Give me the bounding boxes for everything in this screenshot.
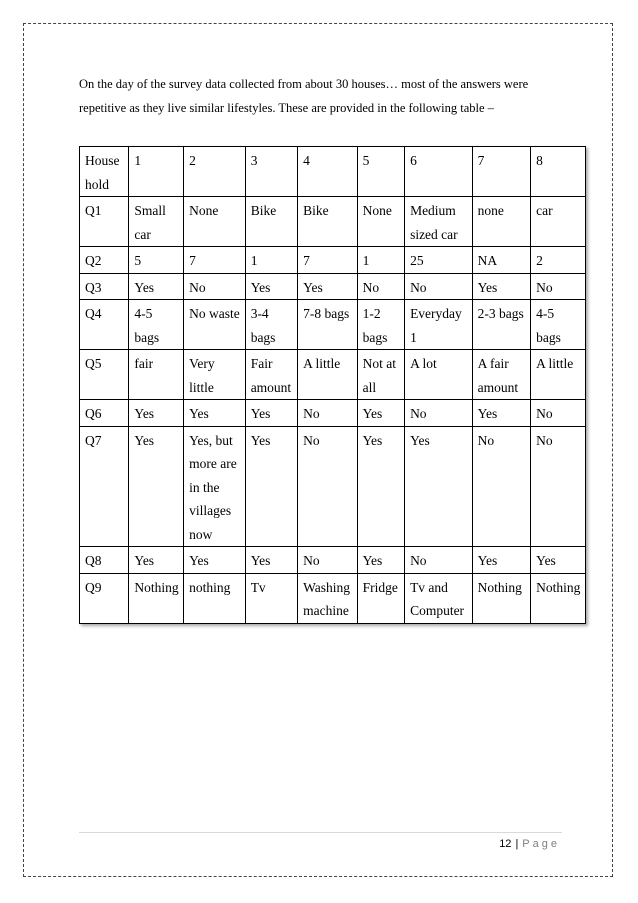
table-cell: No xyxy=(298,400,358,427)
table-cell: Tv xyxy=(245,573,297,623)
table-row xyxy=(80,300,586,350)
table-cell: Yes xyxy=(129,273,184,300)
question-label: Q5 xyxy=(80,350,129,400)
survey-table-body xyxy=(80,147,586,624)
table-row xyxy=(80,573,586,623)
table-cell: Yes xyxy=(357,426,404,547)
table-row xyxy=(80,350,586,400)
table-cell: Yes, but more are in the villages now xyxy=(184,426,246,547)
question-label: Q7 xyxy=(80,426,129,547)
question-label: Q9 xyxy=(80,573,129,623)
table-cell: Yes xyxy=(357,400,404,427)
table-cell: 1-2 bags xyxy=(357,300,404,350)
table-cell: Bike xyxy=(245,197,297,247)
table-cell: No xyxy=(405,547,473,574)
table-cell: 5 xyxy=(129,247,184,274)
table-cell: fair xyxy=(129,350,184,400)
table-cell: A lot xyxy=(405,350,473,400)
table-header-cell: 8 xyxy=(531,147,586,197)
table-cell: NA xyxy=(472,247,531,274)
intro-paragraph xyxy=(79,72,569,120)
table-cell: Yes xyxy=(129,426,184,547)
table-cell: 4-5 bags xyxy=(531,300,586,350)
table-cell: Tv and Computer xyxy=(405,573,473,623)
table-cell: Yes xyxy=(472,547,531,574)
intro-line-1: On the day of the survey data collected from about 30 houses… most of the answers were xyxy=(79,77,529,91)
table-row xyxy=(80,547,586,574)
table-cell: Yes xyxy=(245,273,297,300)
table-cell: Medium sized car xyxy=(405,197,473,247)
table-cell: 2 xyxy=(531,247,586,274)
table-cell: No xyxy=(405,273,473,300)
table-cell: Yes xyxy=(298,273,358,300)
page-number: 12 xyxy=(499,838,512,850)
table-cell: 1 xyxy=(245,247,297,274)
table-row xyxy=(80,273,586,300)
table-cell: None xyxy=(357,197,404,247)
table-cell: Yes xyxy=(245,400,297,427)
table-cell: 25 xyxy=(405,247,473,274)
footer-divider xyxy=(79,832,562,833)
table-header-row xyxy=(80,147,586,197)
table-cell: A little xyxy=(531,350,586,400)
table-cell: No xyxy=(531,400,586,427)
table-cell: 7-8 bags xyxy=(298,300,358,350)
table-cell: No xyxy=(184,273,246,300)
table-cell: 3-4 bags xyxy=(245,300,297,350)
survey-table xyxy=(79,146,586,624)
table-row xyxy=(80,247,586,274)
table-cell: Yes xyxy=(472,273,531,300)
table-cell: Nothing xyxy=(129,573,184,623)
table-header-cell: 6 xyxy=(405,147,473,197)
table-cell: Washing machine xyxy=(298,573,358,623)
question-label: Q4 xyxy=(80,300,129,350)
table-cell: Not at all xyxy=(357,350,404,400)
table-cell: Nothing xyxy=(531,573,586,623)
table-cell: A fair amount xyxy=(472,350,531,400)
table-cell: 4-5 bags xyxy=(129,300,184,350)
table-header-label: House hold xyxy=(80,147,129,197)
question-label: Q3 xyxy=(80,273,129,300)
question-label: Q2 xyxy=(80,247,129,274)
table-cell: No xyxy=(405,400,473,427)
table-cell: 2-3 bags xyxy=(472,300,531,350)
table-cell: 1 xyxy=(357,247,404,274)
table-header-cell: 4 xyxy=(298,147,358,197)
table-header-cell: 7 xyxy=(472,147,531,197)
table-cell: nothing xyxy=(184,573,246,623)
table-cell: Yes xyxy=(357,547,404,574)
table-cell: Bike xyxy=(298,197,358,247)
table-cell: Yes xyxy=(531,547,586,574)
table-cell: Yes xyxy=(405,426,473,547)
table-cell: No xyxy=(531,426,586,547)
page-label: Page xyxy=(522,838,560,850)
table-row xyxy=(80,400,586,427)
table-cell: No xyxy=(298,547,358,574)
table-cell: No xyxy=(357,273,404,300)
table-cell: No xyxy=(298,426,358,547)
table-cell: 7 xyxy=(298,247,358,274)
table-cell: Yes xyxy=(184,547,246,574)
table-cell: Yes xyxy=(245,426,297,547)
table-cell: No xyxy=(531,273,586,300)
table-cell: none xyxy=(472,197,531,247)
table-cell: No waste xyxy=(184,300,246,350)
table-header-cell: 1 xyxy=(129,147,184,197)
table-cell: Fair amount xyxy=(245,350,297,400)
footer-separator: | xyxy=(515,838,519,850)
intro-line-2: repetitive as they live similar lifestyles. These are provided in the following table – xyxy=(79,101,494,115)
table-cell: A little xyxy=(298,350,358,400)
table-cell: Yes xyxy=(184,400,246,427)
table-cell: car xyxy=(531,197,586,247)
table-cell: Yes xyxy=(472,400,531,427)
table-cell: Yes xyxy=(245,547,297,574)
table-cell: Yes xyxy=(129,400,184,427)
table-cell: 7 xyxy=(184,247,246,274)
table-cell: Everyday 1 xyxy=(405,300,473,350)
table-header-cell: 5 xyxy=(357,147,404,197)
table-header-cell: 3 xyxy=(245,147,297,197)
table-cell: None xyxy=(184,197,246,247)
question-label: Q1 xyxy=(80,197,129,247)
table-cell: Fridge xyxy=(357,573,404,623)
table-row xyxy=(80,197,586,247)
table-header-cell: 2 xyxy=(184,147,246,197)
page-footer xyxy=(499,838,560,850)
table-cell: Small car xyxy=(129,197,184,247)
question-label: Q6 xyxy=(80,400,129,427)
table-cell: No xyxy=(472,426,531,547)
table-cell: Very little xyxy=(184,350,246,400)
table-cell: Yes xyxy=(129,547,184,574)
question-label: Q8 xyxy=(80,547,129,574)
table-row xyxy=(80,426,586,547)
table-cell: Nothing xyxy=(472,573,531,623)
